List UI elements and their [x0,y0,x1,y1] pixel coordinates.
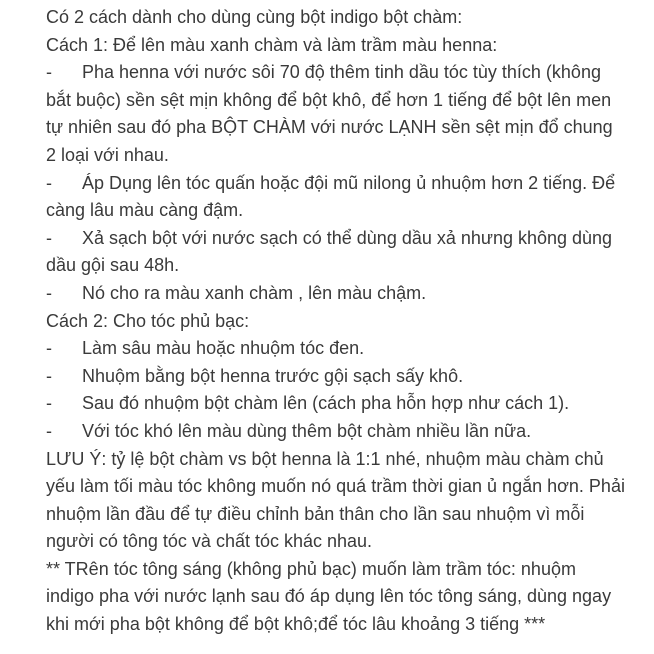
dash-marker: - [46,62,52,83]
method-2-step-4 [46,418,626,446]
method-2-heading: Cách 2: Cho tóc phủ bạc: [46,310,250,331]
method-2-step-3-text: Sau đó nhuộm bột chàm lên (cách pha hỗn hợp như cách 1). [82,393,570,414]
method-2-step-3 [46,390,626,418]
method-2-step-2 [46,363,626,391]
method-1-step-2 [46,170,626,225]
method-1-step-3-text: Xả sạch bột với nước sạch có thể dùng dầu xả nhưng không dùng dầu gội sau 48h. [46,227,613,276]
dash-marker: - [46,282,52,303]
method-2-step-4-text: Với tóc khó lên màu dùng thêm bột chàm nhiều lần nữa. [82,420,532,441]
method-1-step-2-text: Áp Dụng lên tóc quấn hoặc đội mũ nilong ủ nhuộm hơn 2 tiếng. Để càng lâu màu càng đậm. [46,172,616,221]
dash-marker: - [46,393,52,414]
method-1-step-1 [46,59,626,169]
method-1-heading: Cách 1: Để lên màu xanh chàm và làm trầm màu henna: [46,34,498,55]
dash-marker: - [46,227,52,248]
dash-marker: - [46,338,52,359]
method-2-step-1 [46,335,626,363]
intro-text: Có 2 cách dành cho dùng cùng bột indigo bột chàm: [46,7,463,27]
dash-marker: - [46,420,52,441]
note-paragraph: LƯU Ý: tỷ lệ bột chàm vs bột henna là 1:1 nhé, nhuộm màu chàm chủ yếu làm tối màu tóc không muốn nó quá trầm thời gian ủ ngắn hơn. Phải nhuộm lần đầu để tự điều chỉnh bản thân cho lần sau nhuộm vì mỗi người có tông tóc và chất tóc khác nhau. [46,448,625,552]
method-1-step-4 [46,280,626,308]
method-2-step-2-text: Nhuộm bằng bột henna trước gội sạch sấy khô. [82,365,464,386]
dash-marker: - [46,365,52,386]
method-1-step-1-text: Pha henna với nước sôi 70 độ thêm tinh dầu tóc tùy thích (không bắt buộc) sền sệt mịn không để bột khô, để hơn 1 tiếng để bột lên men tự nhiên sau đó pha BỘT CHÀM với nước LẠNH sền sệt mịn đổ chung 2 loại với nhau. [46,62,613,165]
method-1-step-3 [46,225,626,280]
method-2-step-1-text: Làm sâu màu hoặc nhuộm tóc đen. [82,338,365,359]
method-1-step-4-text: Nó cho ra màu xanh chàm , lên màu chậm. [82,282,427,303]
extra-note-paragraph: ** TRên tóc tông sáng (không phủ bạc) muốn làm trầm tóc: nhuộm indigo pha với nước lạnh sau đó áp dụng lên tóc tông sáng, dùng ngay khi mới pha bột không để bột khô;để tóc lâu khoảng 3 tiếng *** [46,558,612,635]
dash-marker: - [46,172,52,193]
